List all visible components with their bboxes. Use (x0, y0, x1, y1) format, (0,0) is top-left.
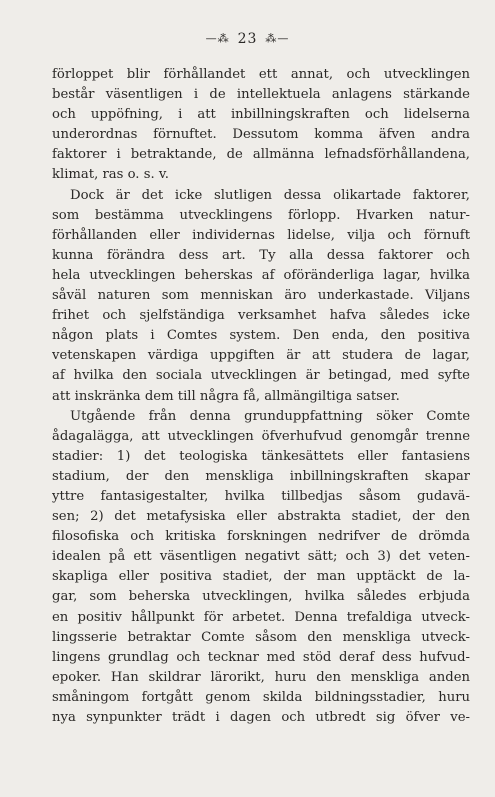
text-line: underordnas förnuftet. Dessutom komma äfven andra (52, 127, 470, 143)
text-line: stadier: 1) det teologiska tänkesättets eller fantasiens (52, 448, 470, 464)
header-ornament-right: ⁂— (265, 32, 290, 45)
text-line: epoker. Han skildrar lärorikt, huru den menskliga anden (52, 669, 470, 685)
text-line: förhållanden eller individernas lidelse, vilja och förnuft (52, 227, 470, 243)
text-line: småningom fortgått genom skilda bildningsstadier, huru (52, 689, 470, 705)
header-ornament-left: —⁂ (205, 32, 230, 45)
text-line: nya synpunkter trädt i dagen och utbredt sig öfver ve- (52, 710, 470, 725)
page-header (0, 30, 495, 48)
text-line: hela utvecklingen beherskas af oföränderliga lagar, hvilka (52, 267, 470, 283)
text-line: Dock är det icke slutligen dessa olikartade faktorer, (70, 187, 470, 203)
text-line: en positiv hållpunkt för arbetet. Denna trefaldiga utveck- (52, 609, 470, 625)
text-line: förloppet blir förhållandet ett annat, och utvecklingen (52, 67, 470, 82)
text-line: såväl naturen som menniskan äro underkastade. Viljans (52, 288, 470, 304)
text-line: af hvilka den sociala utvecklingen är betingad, med syfte (52, 368, 470, 384)
text-line: lingens grundlag och tecknar med stöd deraf dess hufvud- (52, 649, 470, 665)
text-line: ådagalägga, att utvecklingen öfverhufvud genomgår trenne (52, 428, 470, 444)
text-line: gar, som beherska utvecklingen, hvilka således erbjuda (52, 589, 470, 605)
page-number: 23 (237, 31, 258, 47)
text-line: och uppöfning, i att inbillningskraften och lidelserna (52, 107, 470, 123)
text-line: består väsentligen i de intellektuela anlagens stärkande (52, 87, 470, 103)
text-line: vetenskapen värdiga uppgiften är att studera de lagar, (52, 348, 470, 364)
text-line: yttre fantasigestalter, hvilka tillbedjas såsom gudavä- (52, 488, 470, 504)
text-line: skapliga eller positiva stadiet, der man upptäckt de la- (52, 569, 470, 585)
text-line: idealen på ett väsentligen negativt sätt; och 3) det veten- (52, 549, 470, 565)
text-line: klimat, ras o. s. v. (52, 167, 169, 183)
text-line: kunna förändra dess art. Ty alla dessa faktorer och (52, 247, 470, 263)
text-line: sen; 2) det metafysiska eller abstrakta stadiet, der den (52, 509, 470, 525)
text-line: lingsserie betraktar Comte såsom den menskliga utveck- (52, 629, 470, 645)
text-line: frihet och sjelfständiga verksamhet hafva således icke (52, 308, 470, 324)
text-line: faktorer i betraktande, de allmänna lefnadsförhållandena, (52, 147, 470, 163)
text-line: stadium, der den menskliga inbillningskraften skapar (52, 468, 470, 484)
text-line: filosofiska och kritiska forskningen nedrifver de drömda (52, 529, 470, 545)
text-line: som bestämma utvecklingens förlopp. Hvarken natur- (52, 207, 470, 223)
page-body (52, 65, 470, 728)
text-line: någon plats i Comtes system. Den enda, den positiva (52, 328, 470, 344)
text-line: att inskränka dem till några få, allmängiltiga satser. (52, 388, 400, 404)
text-line: Utgående från denna grunduppfattning söker Comte (70, 408, 470, 424)
